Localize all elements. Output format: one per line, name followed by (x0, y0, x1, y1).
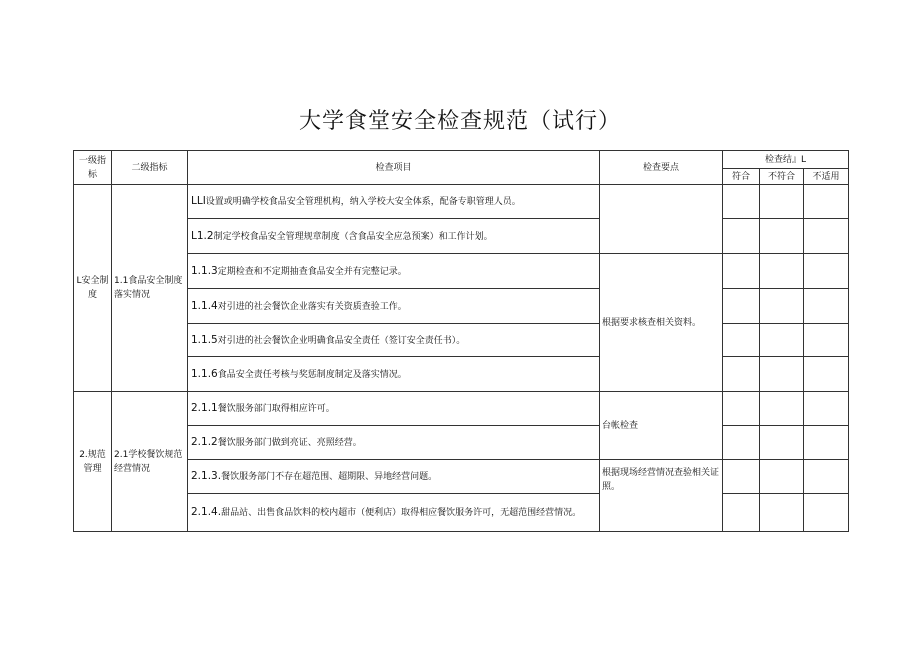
points-cell: 根据现场经营情况查验相关证照。 (600, 460, 723, 532)
item-number: 2.1.3. (191, 470, 222, 482)
result-nonconform-cell[interactable] (760, 219, 804, 254)
item-cell (188, 185, 600, 219)
item-number: L1.2 (191, 229, 214, 242)
table-row (74, 460, 849, 494)
table-row (74, 426, 849, 460)
result-conform-cell[interactable] (723, 185, 760, 219)
item-text: 制定学校食品安全管理规章制度（含食品安全应急预案）和工作计划。 (213, 231, 493, 242)
table-row (74, 289, 849, 324)
item-text: 餐饮服务部门取得相应许可。 (217, 404, 335, 414)
result-conform-cell[interactable] (723, 324, 760, 357)
header-result-na: 不适用 (804, 169, 849, 185)
item-number: 2.1.1 (191, 402, 218, 414)
result-nonconform-cell[interactable] (760, 357, 804, 392)
item-cell (188, 426, 600, 460)
item-text: 定期检查和不定期抽查食品安全并有完整记录。 (217, 266, 407, 277)
item-cell (188, 357, 600, 392)
item-cell (188, 289, 600, 324)
header-points: 检查要点 (600, 151, 723, 185)
result-conform-cell[interactable] (723, 426, 760, 460)
points-cell-empty (600, 185, 723, 254)
item-cell (188, 460, 600, 494)
result-nonconform-cell[interactable] (760, 324, 804, 357)
result-conform-cell[interactable] (723, 357, 760, 392)
result-na-cell[interactable] (804, 392, 849, 426)
document-title: 大学食堂安全检查规范（试行） (298, 109, 621, 134)
item-number: 1.1.4 (191, 299, 218, 312)
result-nonconform-cell[interactable] (760, 494, 804, 532)
result-na-cell[interactable] (804, 324, 849, 357)
item-text: 甜品站、出售食品饮料的校内超市（便利店）取得相应餐饮服务许可，无超范围经营情况。 (221, 508, 582, 518)
table-row (74, 392, 849, 426)
item-cell (188, 254, 600, 289)
item-text: 食品安全责任考核与奖惩制度制定及落实情况。 (217, 369, 407, 380)
table-row (74, 324, 849, 357)
table-row (74, 357, 849, 392)
item-text: 设置或明确学校食品安全管理机构，纳入学校大安全体系，配备专职管理人员。 (205, 197, 521, 207)
result-nonconform-cell[interactable] (760, 185, 804, 219)
level1-cell: 2.规范管理 (74, 392, 112, 532)
result-nonconform-cell[interactable] (760, 254, 804, 289)
result-conform-cell[interactable] (723, 460, 760, 494)
level2-cell: 1.1食品安全制度落实情况 (112, 185, 188, 392)
level2-cell: 2.1学校餐饮规范经营情况 (112, 392, 188, 532)
table-row (74, 494, 849, 532)
points-cell: 根据要求核查相关资料。 (600, 254, 723, 392)
header-result: 检查结』L (723, 151, 849, 169)
result-conform-cell[interactable] (723, 494, 760, 532)
item-number: 2.1.2 (191, 436, 218, 448)
result-na-cell[interactable] (804, 289, 849, 324)
header-level2: 二级指标 (112, 151, 188, 185)
table-row (74, 185, 849, 219)
result-na-cell[interactable] (804, 460, 849, 494)
item-number: 1.1.3 (191, 264, 218, 277)
item-cell (188, 392, 600, 426)
level1-cell: L安全制度 (74, 185, 112, 392)
table-row (74, 219, 849, 254)
result-na-cell[interactable] (804, 494, 849, 532)
result-conform-cell[interactable] (723, 219, 760, 254)
result-nonconform-cell[interactable] (760, 392, 804, 426)
item-number: 2.1.4. (191, 506, 222, 518)
item-number: 1.1.5 (191, 333, 218, 346)
result-na-cell[interactable] (804, 357, 849, 392)
item-text: 对引进的社会餐饮企业落实有关资质查验工作。 (217, 301, 407, 312)
item-text: 餐饮服务部门做到亮证、亮照经营。 (217, 438, 362, 448)
table-row (74, 254, 849, 289)
item-text: 对引进的社会餐饮企业明确食品安全责任（签订安全责任书）。 (217, 335, 466, 346)
item-number: 1.1.6 (191, 367, 218, 380)
result-nonconform-cell[interactable] (760, 460, 804, 494)
result-conform-cell[interactable] (723, 289, 760, 324)
result-na-cell[interactable] (804, 254, 849, 289)
points-cell: 台帐检查 (600, 392, 723, 460)
inspection-table (73, 150, 849, 532)
header-result-conform: 符合 (723, 169, 760, 185)
result-na-cell[interactable] (804, 426, 849, 460)
item-cell (188, 324, 600, 357)
result-na-cell[interactable] (804, 219, 849, 254)
item-cell (188, 494, 600, 532)
item-number: LLI (191, 195, 206, 207)
item-cell (188, 219, 600, 254)
header-items: 检查项目 (188, 151, 600, 185)
header-result-nonconform: 不符合 (760, 169, 804, 185)
result-na-cell[interactable] (804, 185, 849, 219)
header-level1: 一级指标 (74, 151, 112, 185)
result-conform-cell[interactable] (723, 254, 760, 289)
result-nonconform-cell[interactable] (760, 426, 804, 460)
item-text: 餐饮服务部门不存在超范围、超期限、异地经营问题。 (221, 472, 438, 482)
result-conform-cell[interactable] (723, 392, 760, 426)
result-nonconform-cell[interactable] (760, 289, 804, 324)
